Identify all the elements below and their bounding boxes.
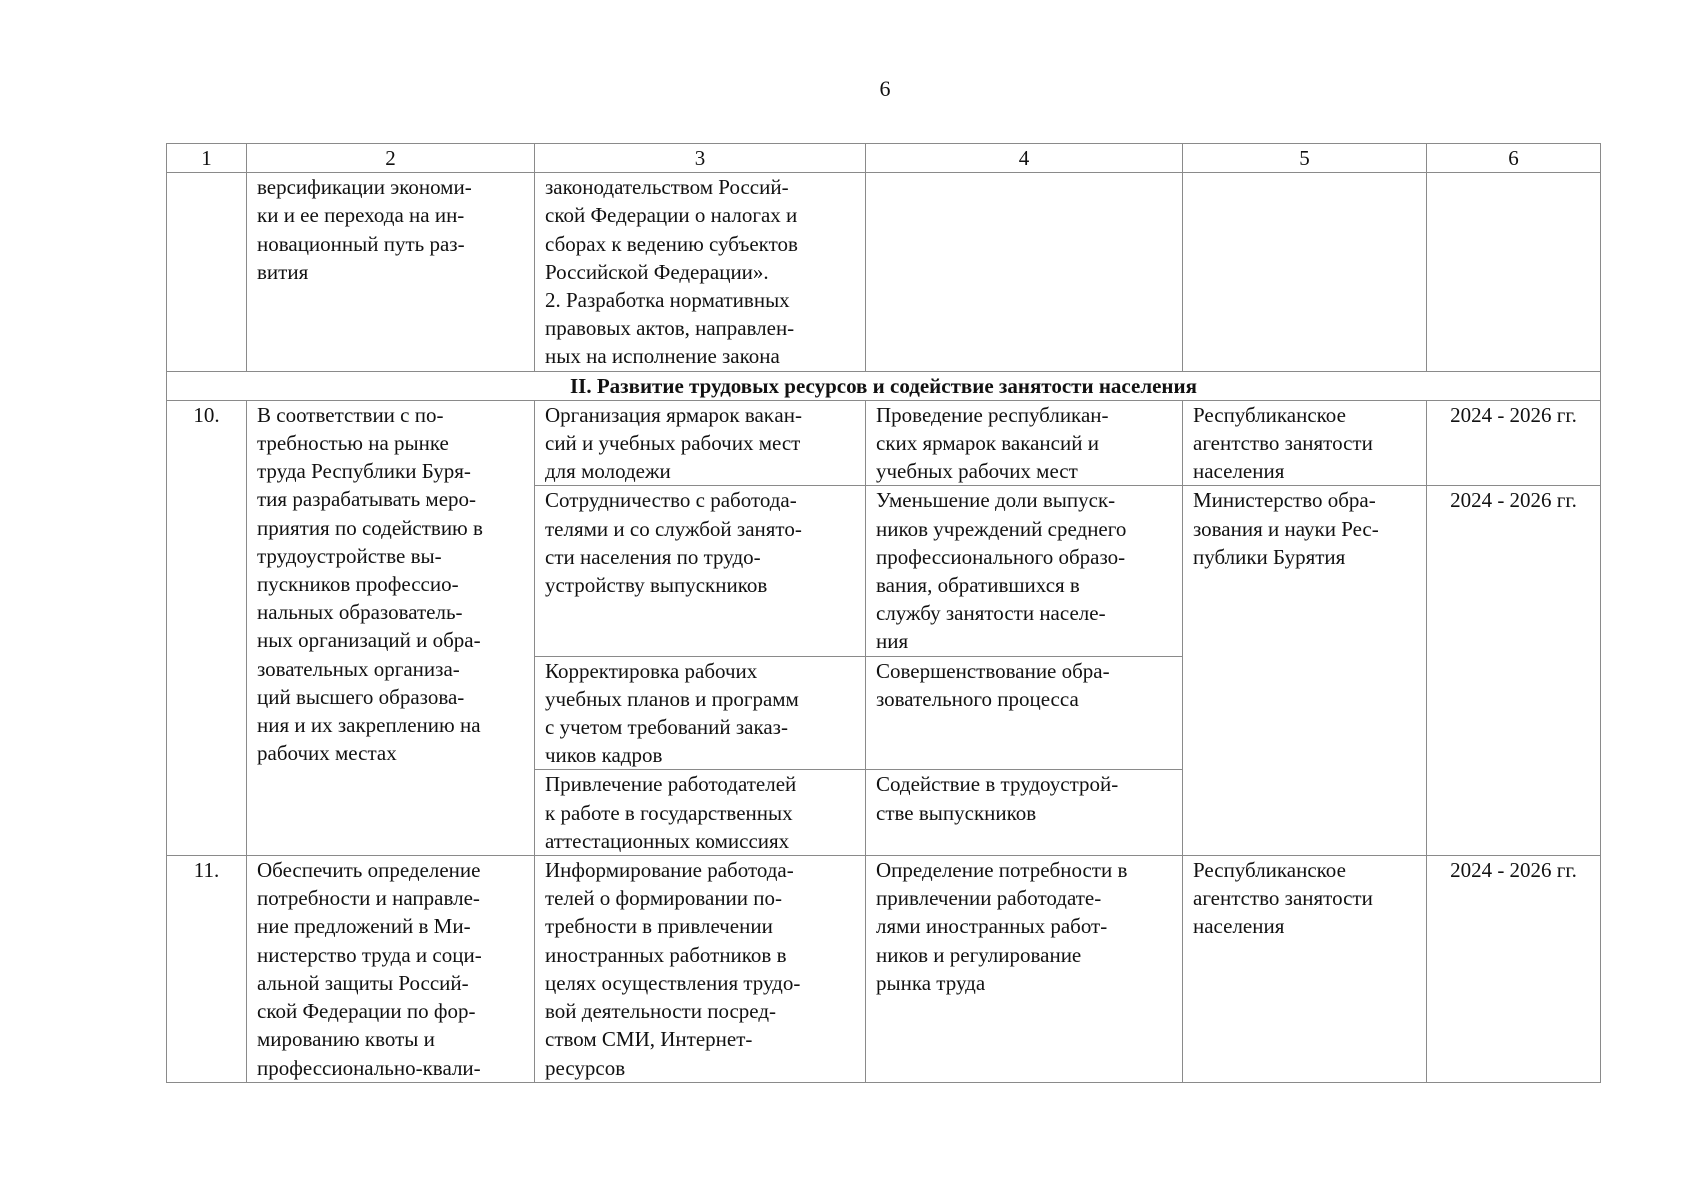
continuation-num-cell — [167, 173, 247, 371]
column-number: 5 — [1183, 144, 1427, 173]
page-number: 6 — [879, 76, 891, 101]
executor-cell: Министерство обра- зования и науки Рес- публики Бурятия — [1183, 486, 1427, 856]
section-title: II. Развитие трудовых ресурсов и содействие занятости населения — [167, 371, 1601, 400]
result-cell: Уменьшение доли выпуск- ников учреждений среднего профессионального образо- вания, обратившихся в службу занятости населе- ния — [866, 486, 1183, 656]
table-row — [167, 856, 1601, 1083]
section-heading-row — [167, 371, 1601, 400]
result-cell: Проведение республикан- ских ярмарок вакансий и учебных рабочих мест — [866, 400, 1183, 486]
executor-cell: Республиканское агентство занятости населения — [1183, 856, 1427, 1083]
measure-cell: Сотрудничество с работода- телями и со службой занято- сти населения по трудо- устройству выпускников — [535, 486, 866, 656]
result-cell: Определение потребности в привлечении работодате- лями иностранных работ- ников и регулирование рынка труда — [866, 856, 1183, 1083]
continuation-row — [167, 173, 1601, 371]
column-number: 2 — [247, 144, 535, 173]
column-number-row — [167, 144, 1601, 173]
task-cell: Обеспечить определение потребности и направле- ние предложений в Ми- нистерство труда и соци- альной защиты Россий- ской Федерации по фор- мированию квоты и профессионально-квали- — [247, 856, 535, 1083]
result-cell: Содействие в трудоустрой- стве выпускников — [866, 770, 1183, 856]
measure-cell: Корректировка рабочих учебных планов и программ с учетом требований заказ- чиков кадров — [535, 656, 866, 770]
measure-cell: Привлечение работодателей к работе в государственных аттестационных комиссиях — [535, 770, 866, 856]
measure-cell: Информирование работода- телей о формировании по- требности в привлечении иностранных работников в целях осуществления трудо- вой деятельности посред- ством СМИ, Интернет- ресурсов — [535, 856, 866, 1083]
measure-cell: Организация ярмарок ваκан- сий и учебных рабочих мест для молодежи — [535, 400, 866, 486]
row-number: 10. — [167, 400, 247, 855]
row-number: 11. — [167, 856, 247, 1083]
continuation-task-cell: версификации экономи- ки и ее перехода на ин- новационный путь раз- вития — [247, 173, 535, 371]
continuation-measure-cell: законодательством Россий- ской Федерации о налогах и сборах к ведению субъектов Российской Федерации». 2. Разработка нормативных правовых актов, направлен- ных на исполнение закона — [535, 173, 866, 371]
column-number: 4 — [866, 144, 1183, 173]
column-number: 3 — [535, 144, 866, 173]
table-row — [167, 400, 1601, 486]
continuation-result-cell — [866, 173, 1183, 371]
continuation-executor-cell — [1183, 173, 1427, 371]
column-number: 6 — [1427, 144, 1601, 173]
executor-cell: Республиканское агентство занятости населения — [1183, 400, 1427, 486]
measures-table — [166, 143, 1601, 1083]
period-cell: 2024 - 2026 гг. — [1427, 856, 1601, 1083]
period-cell: 2024 - 2026 гг. — [1427, 486, 1601, 856]
continuation-period-cell — [1427, 173, 1601, 371]
column-number: 1 — [167, 144, 247, 173]
result-cell: Совершенствование обра- зовательного процесса — [866, 656, 1183, 770]
task-cell: В соответствии с по- требностью на рынке труда Республики Буря- тия разрабатывать меро- приятия по содействию в трудоустройстве вы- пускников профессио- нальных образователь- ных организаций и обра- зовательных организа- ций высшего образова- ния и их закреплению на рабочих местах — [247, 400, 535, 855]
period-cell: 2024 - 2026 гг. — [1427, 400, 1601, 486]
